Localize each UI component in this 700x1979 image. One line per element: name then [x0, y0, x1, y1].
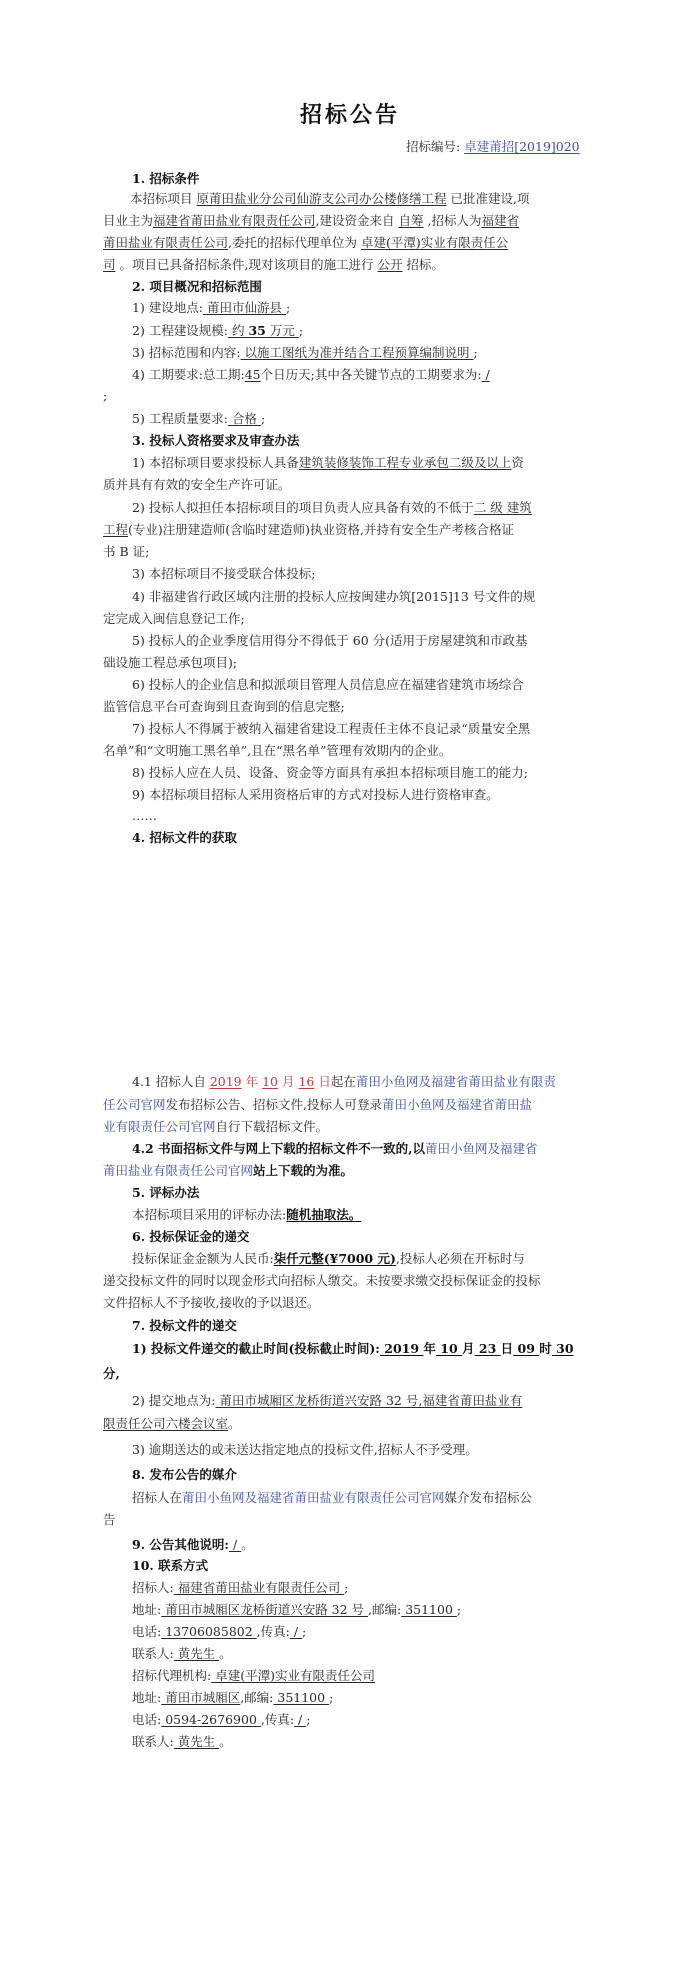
s2-item-3: [132, 345, 478, 361]
s3-p2-line-2: [103, 522, 514, 538]
agency-name-value: 卓建(平潭)实业有限责任公司: [211, 1668, 375, 1683]
agency-address-value: 莆田市城厢区: [161, 1690, 241, 1705]
other-notes: /: [229, 1537, 242, 1552]
fund-source: 自筹: [398, 213, 424, 228]
tenderer-name: 福建省莆田盐业有限责任公司: [173, 1580, 345, 1595]
section-7-heading: 7. 投标文件的递交: [132, 1318, 237, 1333]
agency-name-end: 司: [103, 257, 116, 272]
s3-p8: 8) 投标人应在人员、设备、资金等方面具有承担本招标项目施工的能力;: [132, 765, 529, 780]
text: 媒介发布招标公: [444, 1490, 533, 1505]
s3-p2-line-1: [132, 500, 532, 516]
s7-location-line-1: [132, 1393, 522, 1409]
text: 。: [228, 1416, 241, 1431]
s6-line-2: 递交投标文件的同时以现金形式向招标人缴交。未按要求缴交投标保证金的投标: [103, 1273, 541, 1288]
section-9: [132, 1537, 254, 1553]
agency-person: [132, 1734, 232, 1750]
tenderer-fax: /: [289, 1624, 303, 1639]
s7-deadline: [132, 1341, 574, 1357]
s8-line-1: [132, 1490, 532, 1506]
text: 约: [228, 323, 249, 338]
text: ;: [260, 411, 266, 426]
text: 月: [462, 1341, 475, 1356]
text: 联系人:: [132, 1734, 174, 1749]
bid-number-value: 卓建莆招[2019]020: [464, 139, 580, 154]
text: ;: [473, 345, 478, 360]
s3-p3: 3) 本招标项目不接受联合体投标;: [132, 566, 316, 581]
text: ;: [298, 323, 304, 338]
text: 4) 工期要求:总工期:: [132, 367, 245, 382]
evaluation-method: 随机抽取法。: [286, 1207, 362, 1222]
text: 日: [314, 1074, 331, 1089]
website-link[interactable]: 莆田小鱼网及福建省: [424, 1141, 538, 1156]
bid-number: [406, 139, 580, 155]
start-month: 10: [262, 1074, 278, 1089]
bidder-name-start: 福建省: [481, 213, 519, 228]
s2-item-1: [132, 300, 290, 316]
s7-deadline-end: 分,: [103, 1366, 120, 1381]
s5-line-1: [132, 1207, 361, 1223]
text: ,招标人为: [423, 213, 482, 228]
deadline-year: 2019: [379, 1341, 424, 1356]
section-10-heading: 10. 联系方式: [132, 1558, 209, 1573]
text: 招标。: [402, 257, 444, 272]
s1-line-2: [103, 213, 519, 229]
start-year: 2019: [209, 1074, 242, 1089]
contact-address: [132, 1602, 461, 1618]
text: 招标人在: [132, 1490, 183, 1505]
section-2-heading: 2. 项目概况和招标范围: [132, 279, 262, 294]
s4-line-2: [103, 1097, 532, 1113]
s3-p6-line-1: 6) 投标人的企业信息和拟派项目管理人员信息应在福建省建筑市场综合: [132, 677, 524, 692]
s7-late-rule: 3) 逾期送达的或未送达指定地点的投标文件,招标人不予受理。: [132, 1442, 478, 1457]
text: 日: [500, 1341, 514, 1356]
text: 时: [539, 1341, 552, 1356]
text: ,邮编:: [368, 1602, 402, 1617]
s4-line-5: [103, 1163, 353, 1179]
website-link[interactable]: 莆田盐业有限责任公司官网: [103, 1163, 254, 1178]
bidder-name-end: 莆田盐业有限责任公司: [103, 235, 229, 250]
s3-p9: 9) 本招标项目招标人采用资格后审的方式对投标人进行资格审查。: [132, 787, 499, 802]
text: 2) 工程建设规模:: [132, 323, 229, 338]
tenderer-postcode: 351100: [401, 1602, 457, 1617]
s3-p7-line-1: 7) 投标人不得属于被纳入福建省建设工程责任主体不良记录“质量安全黑: [132, 721, 531, 736]
text: 地址:: [132, 1690, 162, 1705]
s2-item-4-end: ;: [103, 388, 108, 403]
owner-name: 福建省莆田盐业有限责任公司: [153, 213, 316, 228]
deposit-amount: 柒仟元整(¥7000 元): [273, 1251, 396, 1266]
text: ;: [302, 1624, 307, 1639]
section-3-heading: 3. 投标人资格要求及审查办法: [132, 433, 300, 448]
website-link[interactable]: 莆田小鱼网及福建省莆田盐: [382, 1097, 533, 1112]
agency-name: [132, 1668, 375, 1684]
text: 发布招标公告、招标文件,投标人可登录: [165, 1097, 382, 1112]
text: 4.1 招标人自: [132, 1074, 210, 1089]
deadline-hour: 09: [513, 1341, 540, 1356]
s3-p1-line-1: [132, 455, 524, 471]
text: 。项目已具备招标条件,现对该项目的施工进行: [115, 257, 378, 272]
section-1-heading: 1. 招标条件: [132, 171, 200, 186]
section-5-heading: 5. 评标办法: [132, 1185, 200, 1200]
website-link[interactable]: 任公司官网: [103, 1097, 166, 1112]
website-link[interactable]: 莆田小鱼网及福建省莆田盐业有限责: [355, 1074, 556, 1089]
text: 。: [219, 1734, 232, 1749]
text: 联系人:: [132, 1646, 174, 1661]
website-link[interactable]: 业有限责任公司官网: [103, 1119, 216, 1134]
s3-p2-line-3: 书 B 证;: [103, 544, 150, 559]
text: 月: [278, 1074, 299, 1089]
s2-item-5: [132, 411, 265, 427]
text: 1) 本招标项目要求投标人具备: [132, 455, 299, 470]
s4-line-4: [132, 1141, 537, 1157]
milestones: /: [481, 367, 490, 382]
text: 本招标项目: [130, 191, 197, 206]
location: 莆田市仙游县: [203, 300, 286, 315]
bid-method: 公开: [377, 257, 403, 272]
text: ,传真:: [260, 1712, 295, 1727]
agency-name: 卓建(平潭)实业有限责任公: [360, 235, 509, 250]
s3-p4-line-1: 4) 非福建省行政区域内注册的投标人应按闽建办筑[2015]13 号文件的规: [132, 589, 536, 604]
submit-location: 莆田市城厢区龙桥街道兴安路 32 号,福建省莆田盐业有: [215, 1393, 523, 1408]
s8-line-2: 告: [103, 1512, 116, 1527]
s4-line-1: [132, 1074, 556, 1090]
agency-fax: /: [294, 1712, 307, 1727]
text: 资: [511, 455, 524, 470]
s6-line-3: 文件招标人不予接收,接收的予以退还。: [103, 1295, 320, 1310]
text: 个日历天;其中各关键节点的工期要求为:: [260, 367, 482, 382]
text: 2) 投标人拟担任本招标项目的项目负责人应具备有效的不低于: [132, 500, 474, 515]
section-9-heading: 9. 公告其他说明:: [132, 1537, 230, 1552]
contact-person: [132, 1646, 232, 1662]
section-8-heading: 8. 发布公告的媒介: [132, 1467, 237, 1482]
s7-location-line-2: [103, 1416, 241, 1432]
tenderer-contact: 黄先生: [173, 1646, 220, 1661]
s4-line-3: [103, 1119, 328, 1135]
text: 站上下载的为准。: [253, 1163, 354, 1178]
s3-p5-line-2: 础设施工程总承包项目);: [103, 655, 238, 670]
text: ,投标人必须在开标时与: [395, 1251, 525, 1266]
s3-p5-line-1: 5) 投标人的企业季度信用得分不得低于 60 分(适用于房屋建筑和市政基: [132, 633, 528, 648]
text: ;: [344, 1580, 349, 1595]
text: 起在: [330, 1074, 356, 1089]
s6-line-1: [132, 1251, 525, 1267]
text: ;: [456, 1602, 462, 1617]
s1-line-4: [103, 257, 444, 273]
text: ;: [329, 1690, 334, 1705]
text: 5) 工程质量要求:: [132, 411, 229, 426]
agency-phone-value: 0594-2676900: [161, 1712, 261, 1727]
s2-item-4: [132, 367, 490, 383]
page-title: 招标公告: [299, 102, 400, 128]
submit-location-end: 限责任公司六楼会议室: [103, 1416, 229, 1431]
deadline-minute: 30: [551, 1341, 574, 1356]
text: 目业主为: [103, 213, 154, 228]
s2-item-2: [132, 323, 303, 339]
scope: 以施工图纸为准并结合工程预算编制说明: [240, 345, 474, 360]
text: 。: [241, 1537, 254, 1552]
text: 1) 投标文件递交的截止时间(投标截止时间):: [132, 1341, 380, 1356]
text: 万元: [265, 323, 299, 338]
contact-phone: [132, 1624, 306, 1640]
section-6-heading: 6. 投标保证金的递交: [132, 1229, 250, 1244]
text: 年: [241, 1074, 263, 1089]
text: 地址:: [132, 1602, 162, 1617]
agency-address: [132, 1690, 333, 1706]
text: 2) 提交地点为:: [132, 1393, 216, 1408]
s3-p1-line-2: 质并具有有效的安全生产许可证。: [103, 477, 291, 492]
section-4-heading: 4. 招标文件的获取: [132, 830, 237, 845]
s3-p7-line-2: 名单”和“文明施工黑名单”,且在“黑名单”管理有效期内的企业。: [103, 743, 452, 758]
text: 招标代理机构:: [132, 1668, 212, 1683]
text: ,委托的招标代理单位为: [228, 235, 361, 250]
project-name: 原莆田盐业分公司仙游支公司办公楼修缮工程: [196, 191, 447, 206]
text: 已批准建设,项: [446, 191, 530, 206]
text: 自行下载招标文件。: [215, 1119, 329, 1134]
scale-amount: 35: [248, 323, 266, 338]
tenderer-address: 莆田市城厢区龙桥街道兴安路 32 号: [161, 1602, 369, 1617]
tenderer-phone: 13706085802: [161, 1624, 257, 1639]
s3-ellipsis: ……: [132, 808, 157, 823]
text: 。: [219, 1646, 232, 1661]
text: 招标人:: [132, 1580, 174, 1595]
bid-number-label: 招标编号:: [406, 139, 461, 154]
text: 投标保证金金额为人民币:: [132, 1251, 274, 1266]
agency-postcode: 351100: [273, 1690, 330, 1705]
s1-line-1: [130, 191, 529, 207]
text: 年: [423, 1341, 436, 1356]
text: ,邮编:: [240, 1690, 274, 1705]
s1-line-3: [103, 235, 508, 251]
scale: [228, 323, 299, 338]
text: 本招标项目采用的评标办法:: [132, 1207, 287, 1222]
text: 电话:: [132, 1712, 162, 1727]
text: 电话:: [132, 1624, 162, 1639]
start-day: 16: [298, 1074, 315, 1089]
text: ;: [285, 300, 291, 315]
agency-phone: [132, 1712, 310, 1728]
builder-level-end: 工程: [103, 522, 129, 537]
deadline-month: 10: [435, 1341, 463, 1356]
s3-p6-line-2: 监管信息平台可查询到且查询到的信息完整;: [103, 699, 345, 714]
s3-p4-line-2: 定完成入闽信息登记工作;: [103, 611, 245, 626]
contact-tenderer: [132, 1580, 348, 1596]
text: (专业)注册建造师(含临时建造师)执业资格,并持有安全生产考核合格证: [128, 522, 514, 537]
qualification: 建筑装修装饰工程专业承包二级及以上: [298, 455, 512, 470]
text: ,传真:: [256, 1624, 290, 1639]
text: 4.2 书面招标文件与网上下载的招标文件不一致的,以: [132, 1141, 425, 1156]
deadline-day: 23: [474, 1341, 501, 1356]
text: ,建设资金来自: [315, 213, 399, 228]
text: 3) 招标范围和内容:: [132, 345, 241, 360]
builder-level: 二 级 建筑: [473, 500, 532, 515]
duration: 45: [244, 367, 261, 382]
quality: 合格: [228, 411, 261, 426]
text: ;: [306, 1712, 311, 1727]
text: 1) 建设地点:: [132, 300, 204, 315]
agency-contact: 黄先生: [173, 1734, 220, 1749]
website-link[interactable]: 莆田小鱼网及福建省莆田盐业有限责任公司官网: [182, 1490, 445, 1505]
